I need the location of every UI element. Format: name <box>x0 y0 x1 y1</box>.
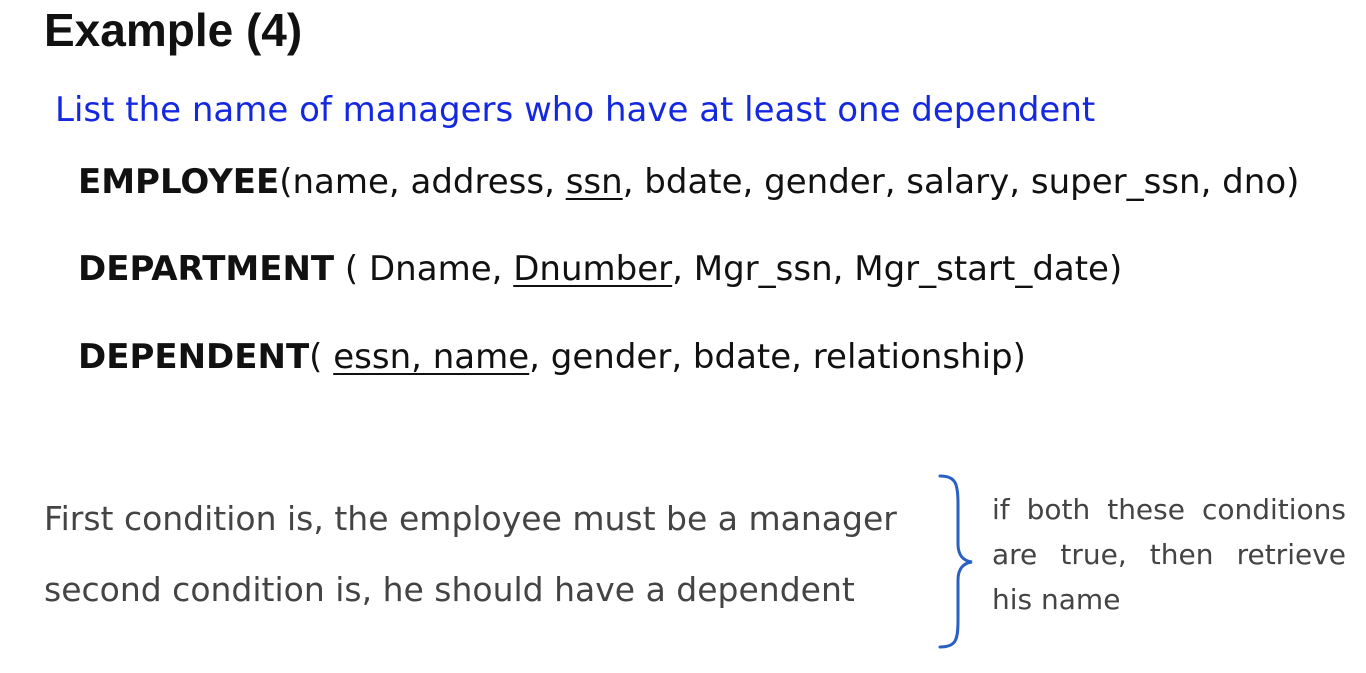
attributes-department-open: ( Dname, <box>334 249 514 289</box>
attributes-employee-open: (name, address, <box>279 162 566 202</box>
curly-brace-path <box>940 476 972 647</box>
conclusion-note: if both these conditions are true, then retrieve his name <box>992 493 1346 616</box>
schema-department <box>78 247 1122 291</box>
primary-key-dependent: essn, name <box>333 337 530 377</box>
relation-name-employee: EMPLOYEE <box>78 162 280 202</box>
attributes-dependent-rest: , gender, bdate, relationship) <box>529 337 1026 377</box>
attributes-dependent-open: ( <box>309 337 334 377</box>
primary-key-department: Dnumber <box>513 249 673 289</box>
attributes-department-rest: , Mgr_ssn, Mgr_start_date) <box>672 249 1123 289</box>
slide-title: Example (4) <box>44 4 303 56</box>
curly-brace-icon <box>936 474 982 649</box>
schema-employee <box>78 160 1299 204</box>
second-condition: second condition is, he should have a dependent <box>44 570 855 609</box>
relation-name-department: DEPARTMENT <box>78 249 335 289</box>
relation-name-dependent: DEPENDENT <box>78 337 310 377</box>
attributes-employee-rest: , bdate, gender, salary, super_ssn, dno) <box>622 162 1300 202</box>
primary-key-employee: ssn <box>565 162 623 202</box>
schema-dependent <box>78 335 1026 379</box>
question-text: List the name of managers who have at least one dependent <box>55 90 1096 130</box>
first-condition: First condition is, the employee must be a manager <box>44 499 897 538</box>
